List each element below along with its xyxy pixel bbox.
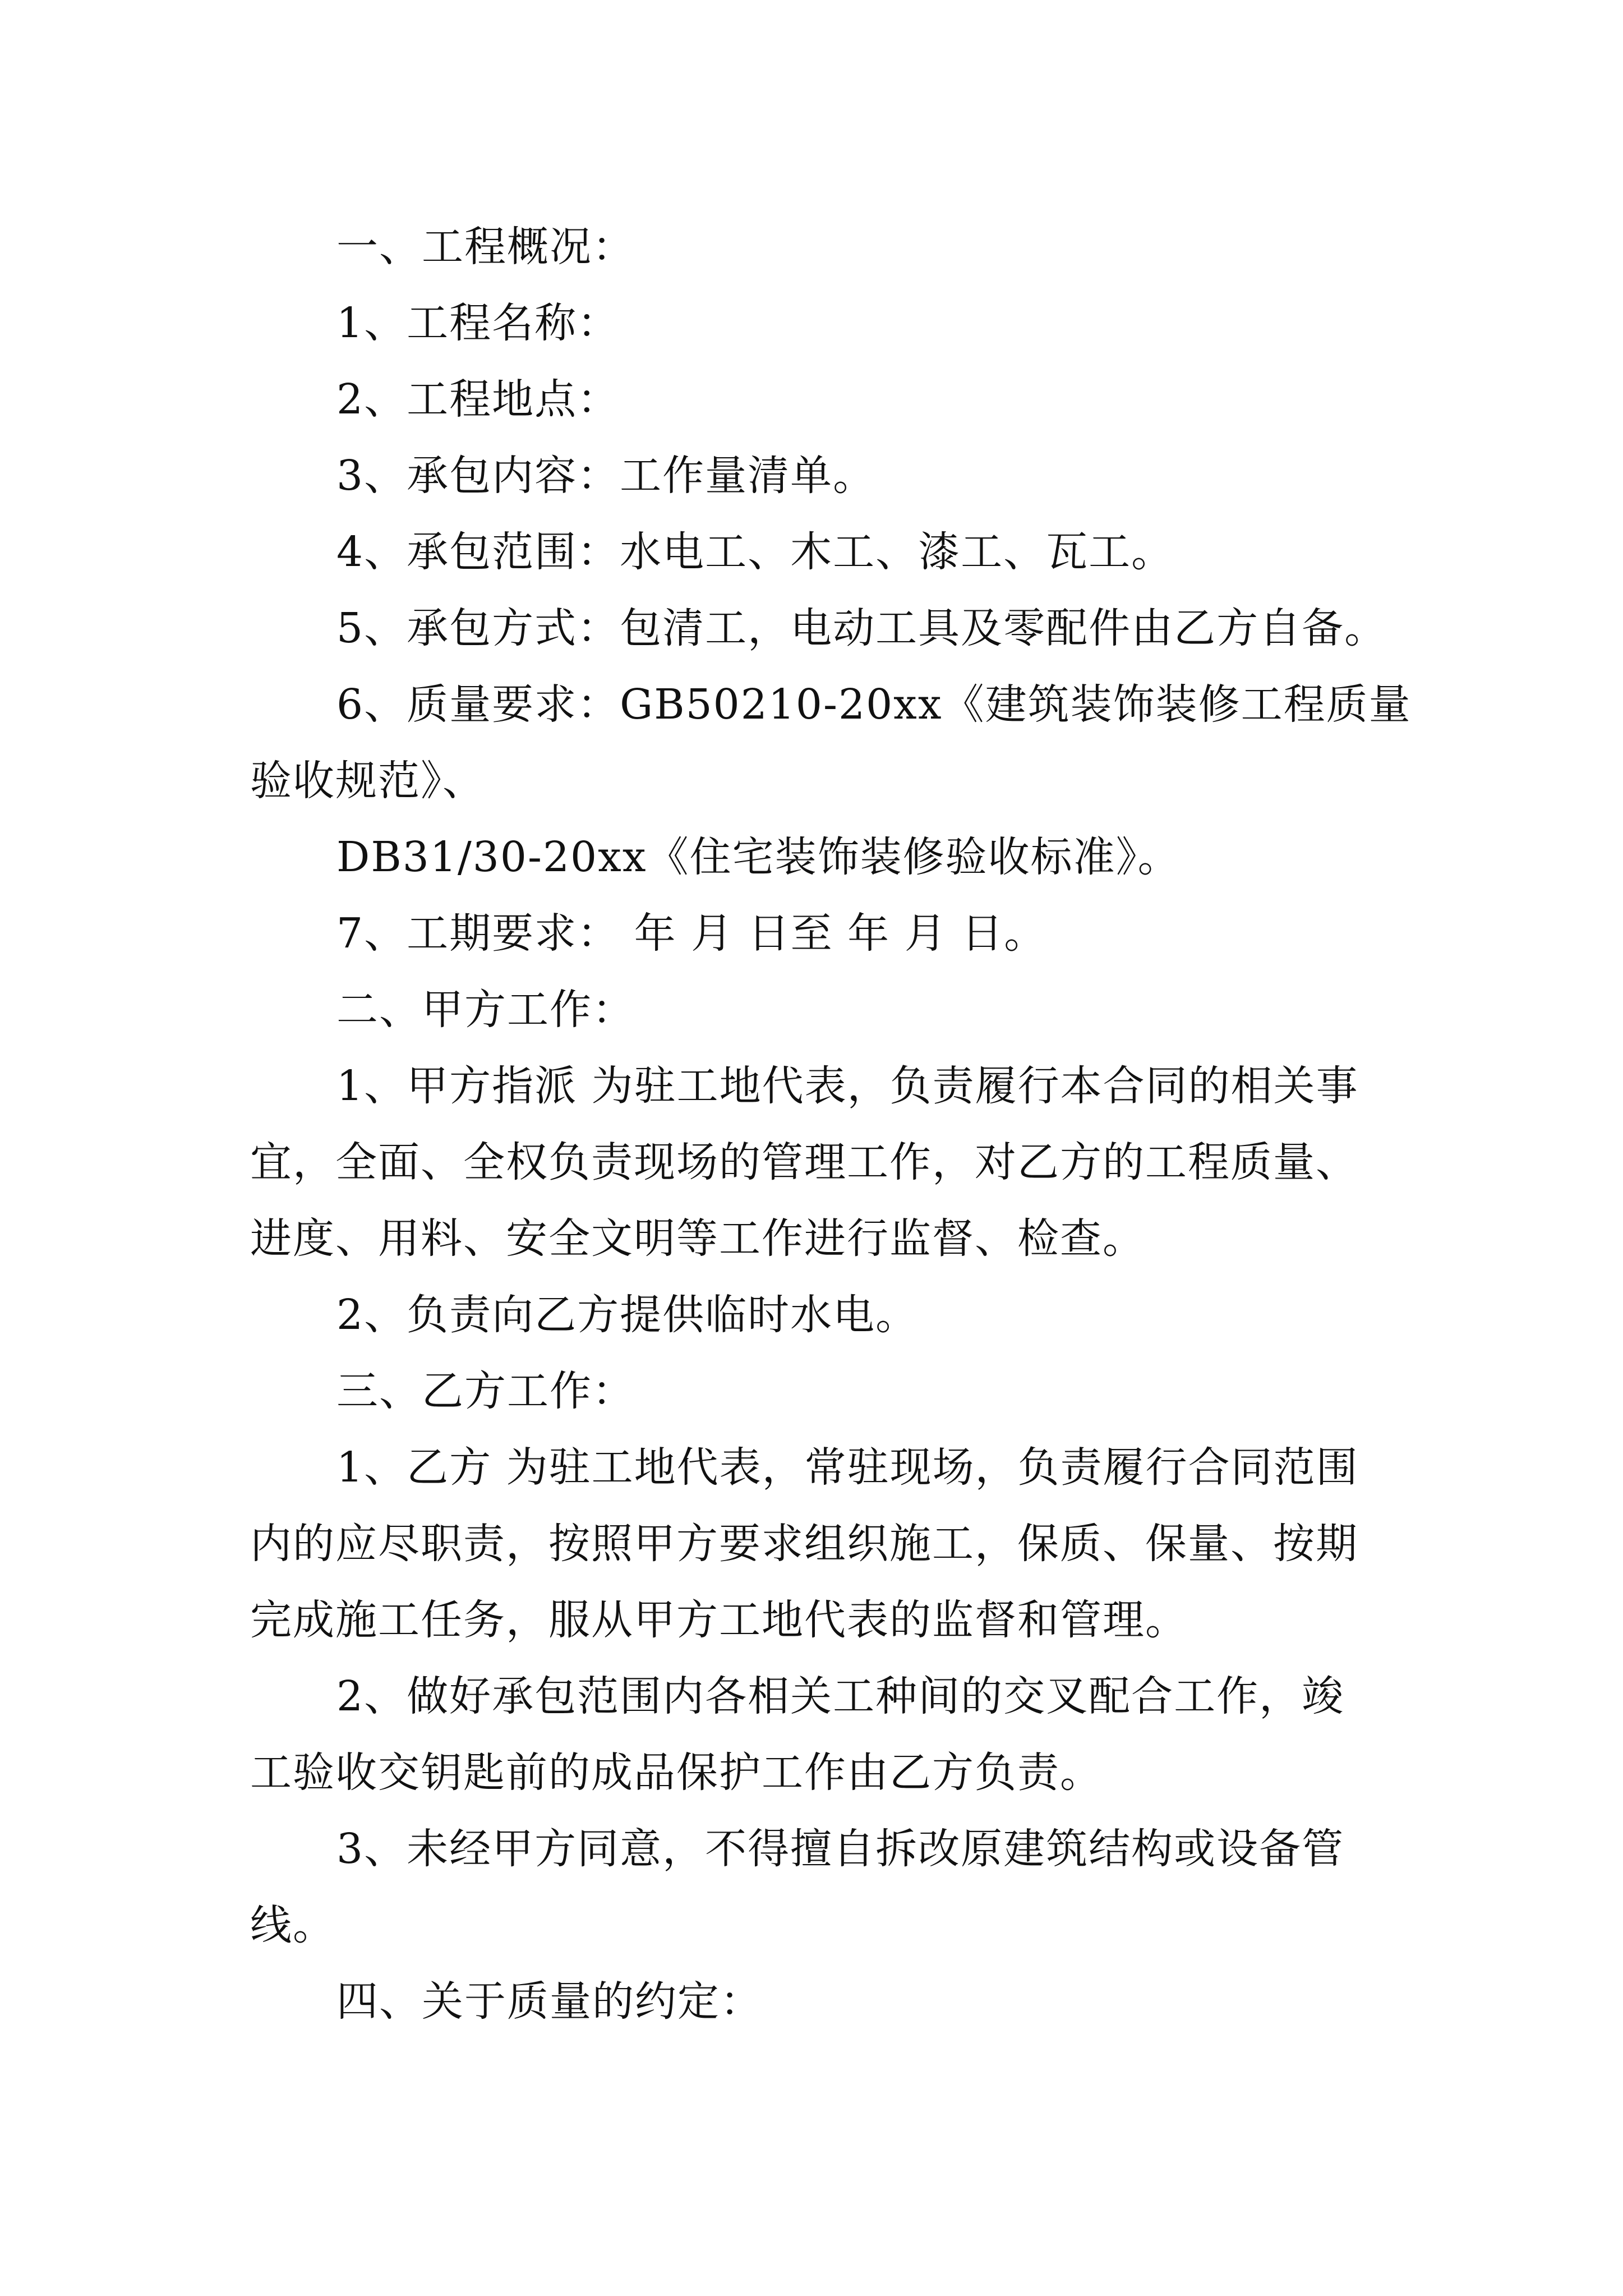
contract-method-line: 5、承包方式：包清工，电动工具及零配件由乙方自备。 — [336, 604, 1387, 652]
party-a-item-2: 2、负责向乙方提供临时水电。 — [336, 1291, 919, 1339]
project-name-line: 1、工程名称： — [336, 299, 620, 347]
schedule-requirement-line: 7、工期要求： 年 月 日至 年 月 日。 — [336, 909, 1047, 958]
party-a-item-1-line-2: 宜，全面、全权负责现场的管理工作，对乙方的工程质量、 — [250, 1138, 1358, 1186]
contract-content-line: 3、承包内容：工作量清单。 — [336, 452, 876, 500]
party-b-item-1-line-1: 1、乙方 为驻工地代表，常驻现场，负责履行合同范围 — [336, 1443, 1359, 1492]
party-b-item-3-line-1: 3、未经甲方同意，不得擅自拆改原建筑结构或设备管 — [336, 1825, 1345, 1873]
party-b-item-2-line-2: 工验收交钥匙前的成品保护工作由乙方负责。 — [250, 1749, 1103, 1797]
party-b-item-1-line-3: 完成施工任务，服从甲方工地代表的监督和管理。 — [250, 1596, 1188, 1644]
project-location-line: 2、工程地点： — [336, 375, 620, 424]
section-heading-party-a: 二、甲方工作： — [336, 986, 635, 1034]
party-b-item-3-line-2: 线。 — [250, 1901, 335, 1949]
quality-requirement-continuation: 验收规范》、 — [250, 757, 485, 805]
section-heading-project-overview: 一、工程概况： — [336, 223, 635, 271]
quality-standard-line: DB31/30-20xx《住宅装饰装修验收标准》。 — [336, 833, 1181, 881]
quality-requirement-line: 6、质量要求：GB50210-20xx《建筑装饰装修工程质量 — [336, 680, 1412, 729]
party-b-item-2-line-1: 2、做好承包范围内各相关工种间的交叉配合工作，竣 — [336, 1672, 1345, 1720]
party-a-item-1-line-3: 进度、用料、安全文明等工作进行监督、检查。 — [250, 1214, 1145, 1263]
section-heading-quality-agreement: 四、关于质量的约定： — [336, 1977, 763, 2026]
contract-scope-line: 4、承包范围：水电工、木工、漆工、瓦工。 — [336, 528, 1174, 576]
party-b-item-1-line-2: 内的应尽职责，按照甲方要求组织施工，保质、保量、按期 — [250, 1520, 1358, 1568]
section-heading-party-b: 三、乙方工作： — [336, 1367, 635, 1415]
party-a-item-1-line-1: 1、甲方指派 为驻工地代表，负责履行本合同的相关事 — [336, 1062, 1359, 1110]
